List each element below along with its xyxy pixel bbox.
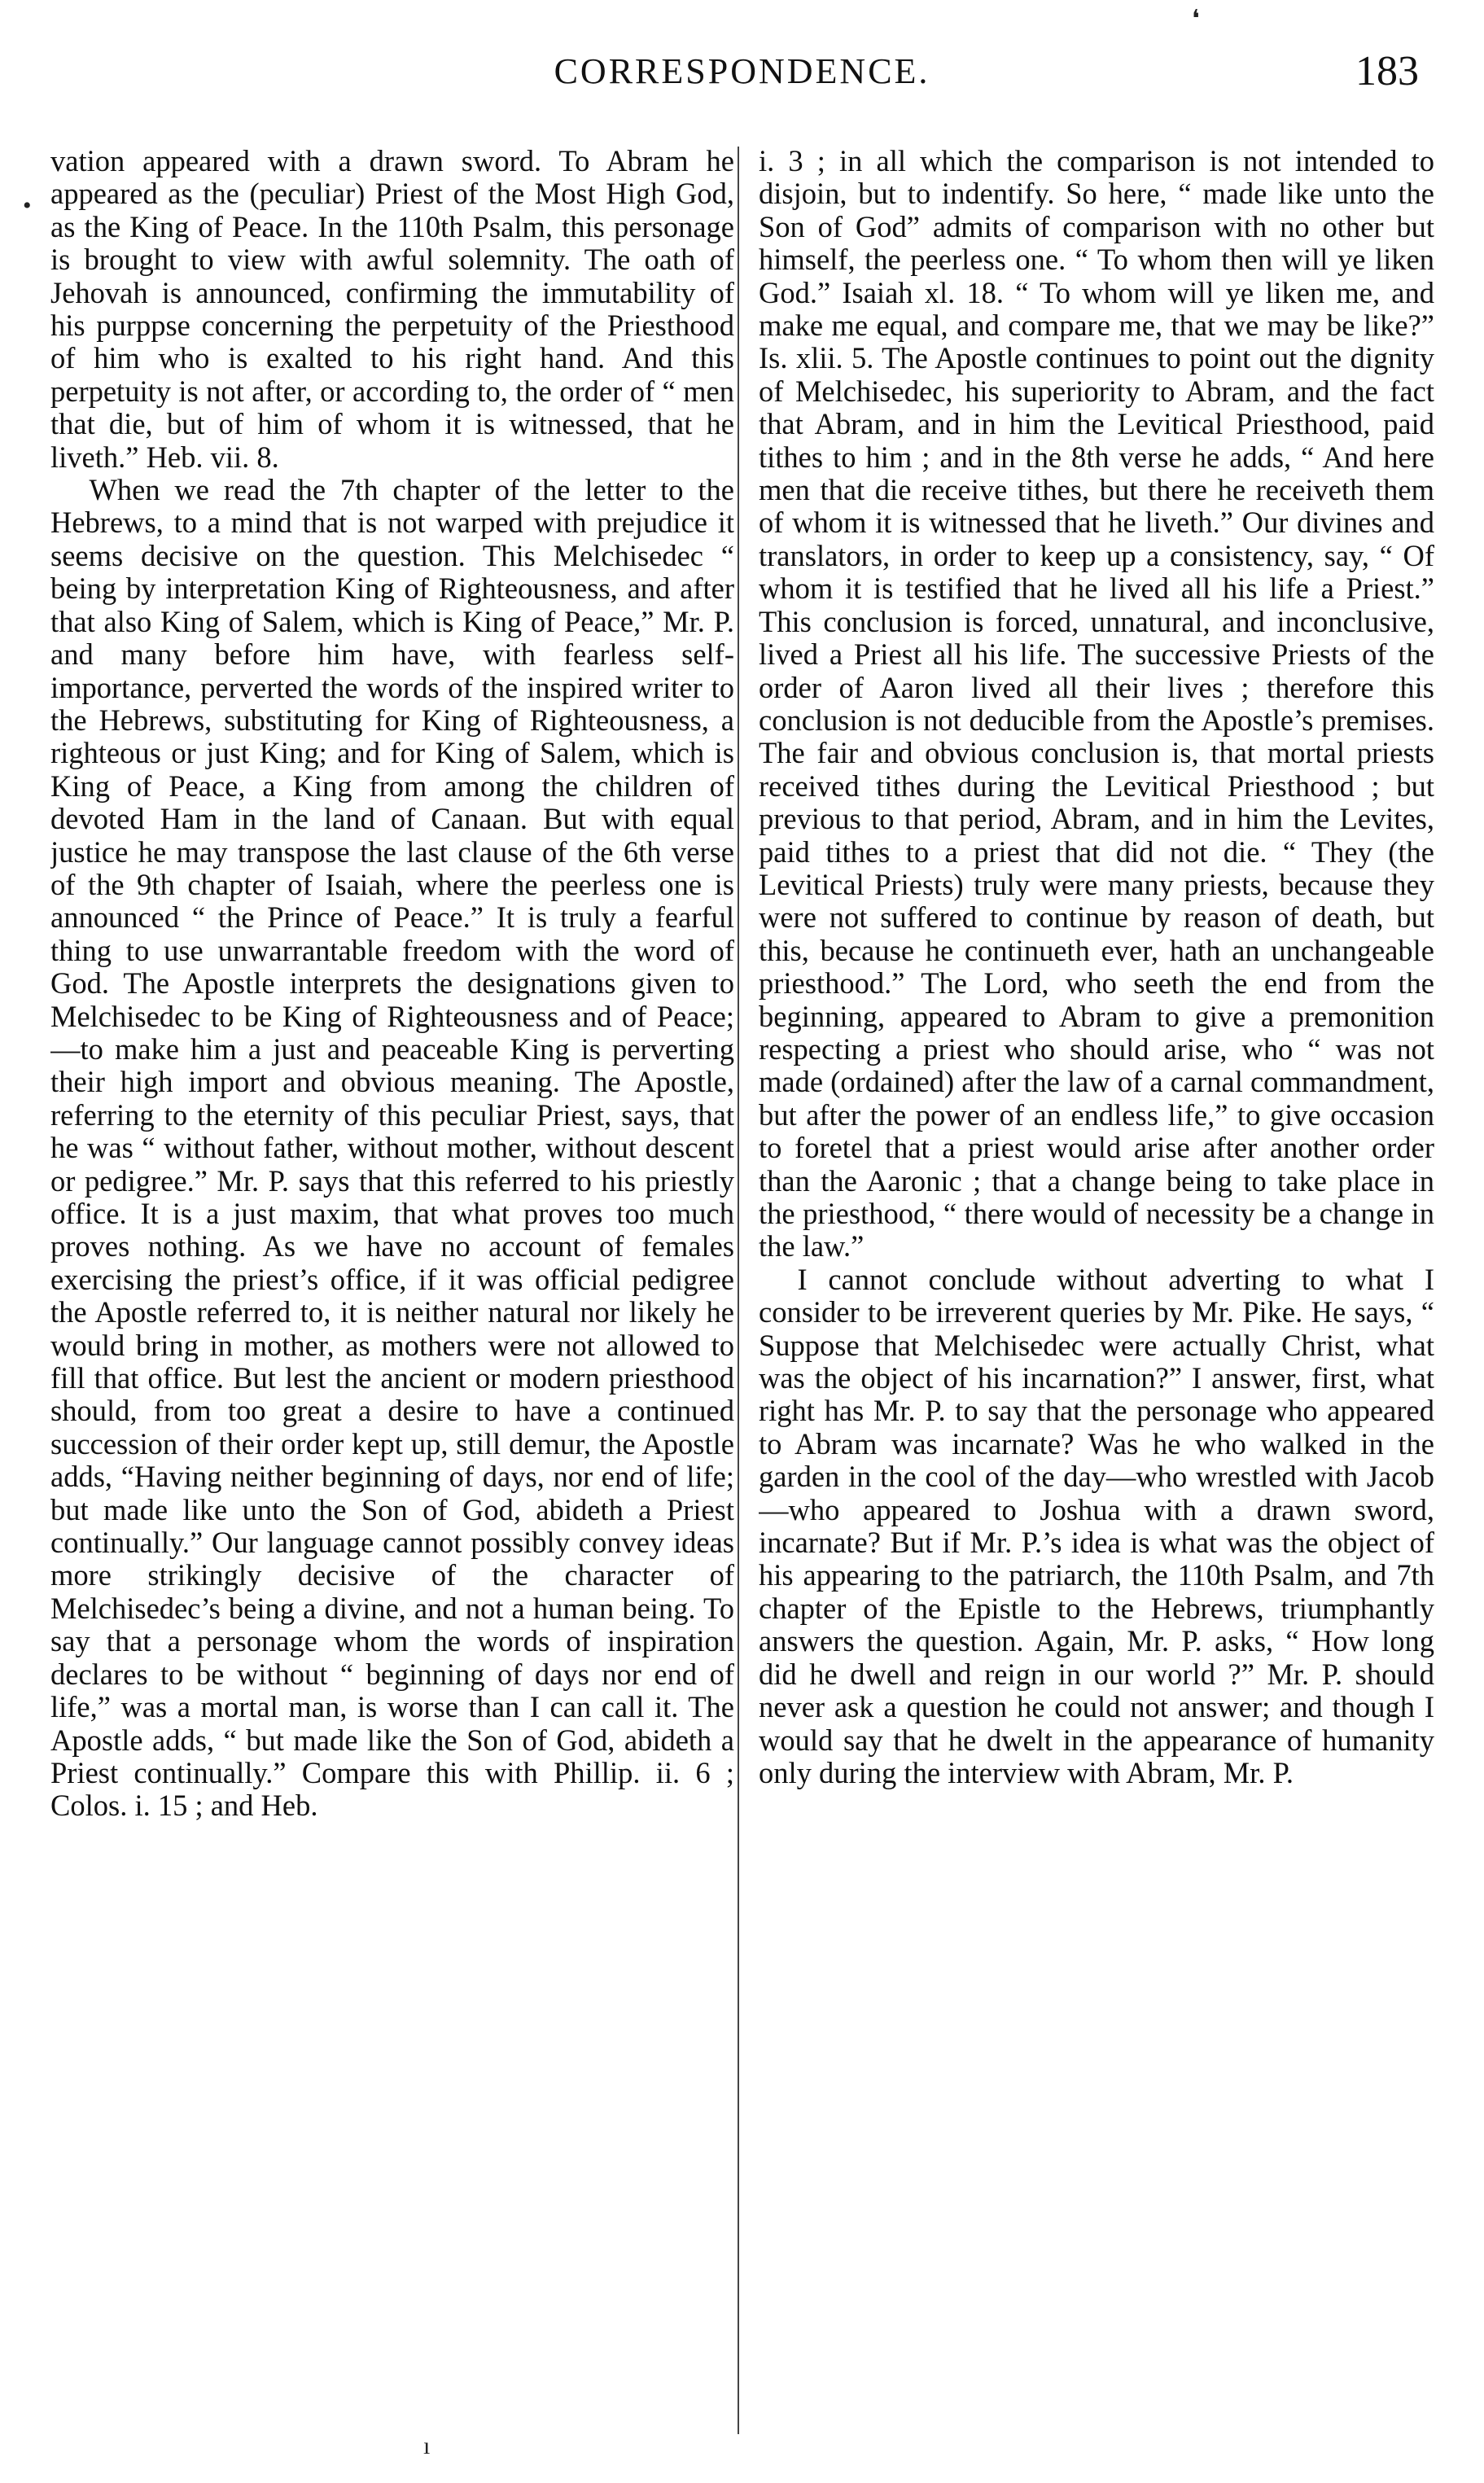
- right-column: [759, 145, 1434, 2441]
- running-header-title: CORRESPONDENCE.: [554, 51, 930, 91]
- column-divider: [738, 147, 739, 2434]
- left-paragraph-1: vation appeared with a drawn sword. To Abram he appeared as the (peculiar) Priest of the Most High God, as the King of Peace. In the 110th Psalm, this personage is brought to view with awful solemnity. The oath of Jehovah is announced, confirming the immutability of his purppse concerning the perpetuity of the Priesthood of him who is exalted to his right hand. And this perpetuity is not after, or according to, the order of “ men that die, but of him of whom it is witnessed, that he liveth.” Heb. vii. 8.: [50, 145, 734, 474]
- bottom-ink-speck: ı: [423, 2433, 431, 2459]
- left-paragraph-2: When we read the 7th chapter of the letter to the Hebrews, to a mind that is not warped with prejudice it seems decisive on the question. This Melchisedec “ being by interpretation King of Righteousness, and after that also King of Salem, which is King of Peace,” Mr. P. and many before him have, with fearless self-importance, perverted the words of the inspired writer to the Hebrews, substituting for King of Righteousness, a righteous or just King; and for King of Salem, which is King of Peace, a King from among the children of devoted Ham in the land of Canaan. But with equal justice he may transpose the last clause of the 6th verse of the 9th chapter of Isaiah, where the peerless one is announced “ the Prince of Peace.” It is truly a fearful thing to use unwarrantable freedom with the word of God. The Apostle interprets the designations given to Melchisedec to be King of Righteousness and of Peace;—to make him a just and peaceable King is perverting their high import and obvious meaning. The Apostle, referring to the eternity of this peculiar Priest, says, that he was “ without father, without mother, without descent or pedigree.” Mr. P. says that this referred to his priestly office. It is a just maxim, that what proves too much proves nothing. As we have no account of females exercising the priest’s office, if it was official pedigree the Apostle referred to, it is neither natural nor likely he would bring in mother, as mothers were not allowed to fill that office. But lest the ancient or modern priesthood should, from too great a desire to have a continued succession of their order kept up, still demur, the Apostle adds, “Having neither beginning of days, nor end of life; but made like unto the Son of God, abideth a Priest continually.” Our language cannot possibly convey ideas more strikingly decisive of the character of Melchisedec’s being a divine, and not a human being. To say that a personage whom the words of inspiration declares to be without “ beginning of days nor end of life,” was a mortal man, is worse than I can call it. The Apostle adds, “ but made like the Son of God, abideth a Priest continually.” Compare this with Phillip. ii. 6 ; Colos. i. 15 ; and Heb.: [50, 473, 734, 1823]
- top-ink-speck: ❛: [1192, 6, 1200, 33]
- margin-bullet-mark: •: [23, 192, 32, 219]
- left-column: [50, 145, 734, 2441]
- right-paragraph-2: I cannot conclude without adverting to what I consider to be irreverent queries by Mr. Pike. He says, “ Suppose that Melchisedec were actually Christ, what was the object of his incarnation?” I answer, first, what right has Mr. P. to say that the personage who appeared to Abram was incarnate? Was he who walked in the garden in the cool of the day—who wrestled with Jacob—who appeared to Joshua with a drawn sword, incarnate? But if Mr. P.’s idea is what was the object of his appearing to the patriarch, the 110th Psalm, and 7th chapter of the Epistle to the Hebrews, triumphantly answers the question. Again, Mr. P. asks, “ How long did he dwell and reign in our world ?” Mr. P. should never ask a question he could not answer; and though I would say that he dwelt in the appearance of humanity only during the interview with Abram, Mr. P.: [759, 1262, 1434, 1789]
- right-paragraph-1: i. 3 ; in all which the comparison is not intended to disjoin, but to indentify. So here, “ made like unto the Son of God” admits of comparison with no other but himself, the peerless one. “ To whom then will ye liken God.” Isaiah xl. 18. “ To whom will ye liken me, and make me equal, and compare me, that we may be like?” Is. xlii. 5. The Apostle continues to point out the dignity of Melchisedec, his superiority to Abram, and the fact that Abram, and in him the Levitical Priesthood, paid tithes to him ; and in the 8th verse he adds, “ And here men that die receive tithes, but there he receiveth them of whom it is witnessed that he liveth.” Our divines and translators, in order to keep up a consistency, say, “ Of whom it is testified that he lived all his life a Priest.” This conclusion is forced, unnatural, and inconclusive, lived a Priest all his life. The successive Priests of the order of Aaron lived all their lives ; therefore this conclusion is not deducible from the Apostle’s premises. The fair and obvious conclusion is, that mortal priests received tithes during the Levitical Priesthood ; but previous to that period, Abram, and in him the Levites, paid tithes to a priest that did not die. “ They (the Levitical Priests) truly were many priests, because they were not suffered to continue by reason of death, but this, because he continueth ever, hath an unchangeable priesthood.” The Lord, who seeth the end from the beginning, appeared to Abram to give a premonition respecting a priest who should arise, who “ was not made (ordained) after the law of a carnal commandment, but after the power of an endless life,” to give occasion to foretel that a priest would arise after another order than the Aaronic ; that a change being to take place in the priesthood, “ there would of necessity be a change in the law.”: [759, 145, 1434, 1263]
- page-number: 183: [1355, 48, 1419, 94]
